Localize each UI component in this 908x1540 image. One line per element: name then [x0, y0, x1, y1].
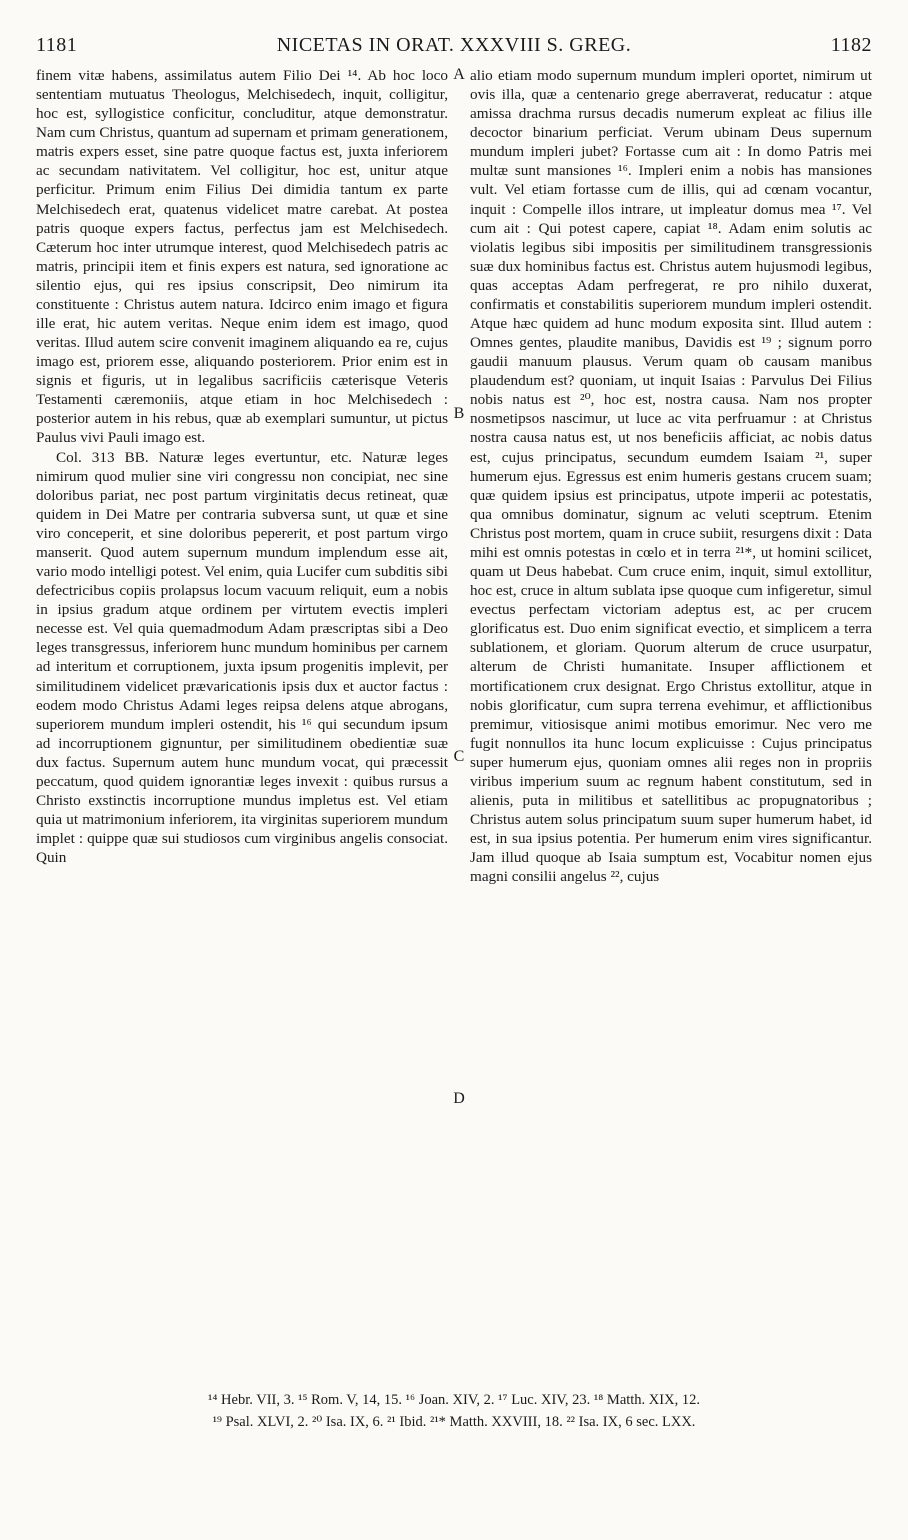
page-header	[36, 34, 872, 66]
right-column	[470, 66, 872, 1384]
section-marker-c: C	[453, 748, 465, 765]
section-marker-b: B	[453, 405, 465, 422]
column-number-right: 1182	[830, 34, 872, 56]
footnotes-line-2: ¹⁹ Psal. XLVI, 2. ²⁰ Isa. IX, 6. ²¹ Ibid. ²¹* Matth. XXVIII, 18. ²² Isa. IX, 6 sec. LXX.	[212, 1414, 696, 1430]
section-marker-d: D	[453, 1090, 465, 1107]
column-number-left: 1181	[36, 34, 78, 56]
left-paragraph-1: finem vitæ habens, assimilatus autem Filio Dei ¹⁴. Ab hoc loco sententiam mutuatus Theologus, Melchisedech, inquit, colligitur, hoc est, syllogistice conficitur, concluditur, atque demonstratur. Nam cum Christus, quantum ad supernam et primam generationem, matris expers esset, sine patre quoque factus est, juxta inferiorem ac secundam nativitatem. Vel colligitur, hoc est, unitur atque perficitur. Primum enim Filius Dei dimidia tantum ex parte Melchisedech erat, quatenus videlicet matre carebat. At postea patris quoque expers factus, perfectus jam est Melchisedech. Cæterum hoc inter utrumque interest, quod Melchisedech patris ac matris, principii item et finis expers est natura, sed ignoratione ac silentio ejus, qui res ipsius conscripsit, Deo nimirum ita constituente : Christus autem natura. Idcirco enim imago et figura ille erat, hic autem veritas. Neque enim idem est imago, quod veritas. Illud autem scire convenit imaginem aliquando ea re, cujus imago est, priorem esse, aliquando posteriorem. Prior enim est in signis et figuris, ut in legalibus sacrificiis cæterisque Veteris Testamenti cæremoniis, atque etiam in hoc Melchisedech : posterior autem in his rebus, quæ ab exemplari sumuntur, ut pictus Paulus vivi Pauli imago est.	[36, 67, 448, 447]
running-title: NICETAS IN ORAT. XXXVIII S. GREG.	[276, 34, 632, 56]
footnotes-line-1: ¹⁴ Hebr. VII, 3. ¹⁵ Rom. V, 14, 15. ¹⁶ Joan. XIV, 2. ¹⁷ Luc. XIV, 23. ¹⁸ Matth. XIX, 12.	[208, 1392, 700, 1408]
left-paragraph-2: Col. 313 BB. Naturæ leges evertuntur, etc. Naturæ leges nimirum quod mulier sine viri congressu non concipiat, nec sine doloribus pariat, nec post partum virginitatis decus retineat, quæ quidem in Dei Matre per contraria subversa sunt, ut quæ et sine viro conceperit, et sine doloribus pepererit, et post partum virgo manserit. Quod autem supernum mundum implendum esse ait, vario modo intelligi potest. Vel enim, quia Lucifer cum subditis sibi defectricibus copiis prolapsus locum vacuum reliquit, eum a nobis in ipsius gradum atque ordinem per virtutem evectis impleri necesse est. Vel quia quemadmodum Adam præscriptas sibi a Deo leges transgressus, inferiorem hunc mundum hominibus per carnem ad interitum et corruptionem, juxta ipsum progenitis implevit, per similitudinem videlicet prævaricationis ipsis dux et auctor factus : eodem modo Christus Adami leges reipsa delens atque abrogans, superiorem mundum impleri ostendit, his ¹⁶ qui secundum ipsum ad incorruptionem gignuntur, per similitudinem obedientiæ suæ dux factus. Supernum autem hunc mundum vocat, qui præcessit peccatum, quod quidem ignorantiæ leges invexit : quibus rursus a Christo exstinctis incorruptione mundus impletus est. Vel etiam quia ut matrimonium inferiorem, ita virginitas superiorem mundum implet : quippe quæ sui studiosos cum virginibus angelis consociat. Quin	[36, 448, 448, 867]
left-column	[36, 66, 448, 1384]
section-marker-a: A	[453, 66, 465, 83]
right-paragraph-1: alio etiam modo supernum mundum impleri oportet, nimirum ut ovis illa, quæ a centenario grege aberraverat, reducatur : atque amissa drachma rursus decadis numerum expleat ac filius ille decoctor binarium perficiat. Verum ubinam Deus supernum mundum impleri jubet? Fortasse cum ait : In domo Patris mei multæ sunt mansiones ¹⁶. Impleri enim a nobis has mansiones vult. Vel etiam fortasse cum de illis, qui ad cœnam vocantur, inquit : Compelle illos intrare, ut impleatur domus mea ¹⁷. Vel cum ait : Qui potest capere, capiat ¹⁸. Adam enim solutis ac violatis legibus sibi impositis per similitudinem transgressionis suæ dux hominibus factus est. Christus autem hujusmodi legibus, quas acceptas Adam perfregerat, re pro nihilo duxerat, confirmatis et constabilitis superiorem mundum impleri ostendit. Atque hæc quidem ad hunc modum exposita sint. Illud autem : Omnes gentes, plaudite manibus, Davidis est ¹⁹ ; signum porro gaudii manuum plausus. Verum quam ob causam manibus plaudendum est? quoniam, ut inquit Isaias : Parvulus Dei Filius nobis natus est ²⁰, hoc est, nostra causa. Nam nos propter nosmetipsos nascimur, ut luce ac vita perfruamur : at Christus nostra causa natus est, ut nos beneficiis afficiat, ac nobis datus est, cujus principatus, secundum eumdem Isaiam ²¹, super humerum ejus. Egressus est enim humeris gestans crucem suam; quæ quidem ipsius est principatus, utpote imperii ac potestatis, qua omnibus dominatur, signum ac veluti sceptrum. Etenim Christus post mortem, quam in cruce subiit, resurgens dixit : Data mihi est omnis potestas in cœlo et in terra ²¹*, ut homini scilicet, quam ut Deus habebat. Cum cruce enim, inquit, simul extollitur, hoc est, cruce in altum sublata ipse quoque cum infigeretur, simul evectus perfectam victoriam adeptus est, ac per crucem glorificatus est. Duo enim significat evectio, et simplicem a terra sublationem, et gloriam. Quorum alterum de cruce usurpatur, alterum de Christi humanitate. Insuper afflictionem et mortificationem crux designat. Ergo Christus extollitur, atque in nobis glorificatur, cum supra terrena evehimur, et afflictionibus premimur, vitiosisque animi motibus emorimur. Nec vero me fugit nonnullos ita hunc locum explicuisse : Cujus principatus super humerum ejus, quoniam omnes alii reges non in propriis viribus imperium suum ac regnum habent constitutum, sed in alienis, puta in militibus et satellitibus ac propugnatoribus ; Christus autem solus principatum suum super humerum habet, id est, in sua ipsius potentia. Per humerum enim vires significantur. Jam illud quoque ab Isaia sumptum est, Vocabitur nomen ejus magni consilii angelus ²², cujus	[470, 67, 872, 886]
